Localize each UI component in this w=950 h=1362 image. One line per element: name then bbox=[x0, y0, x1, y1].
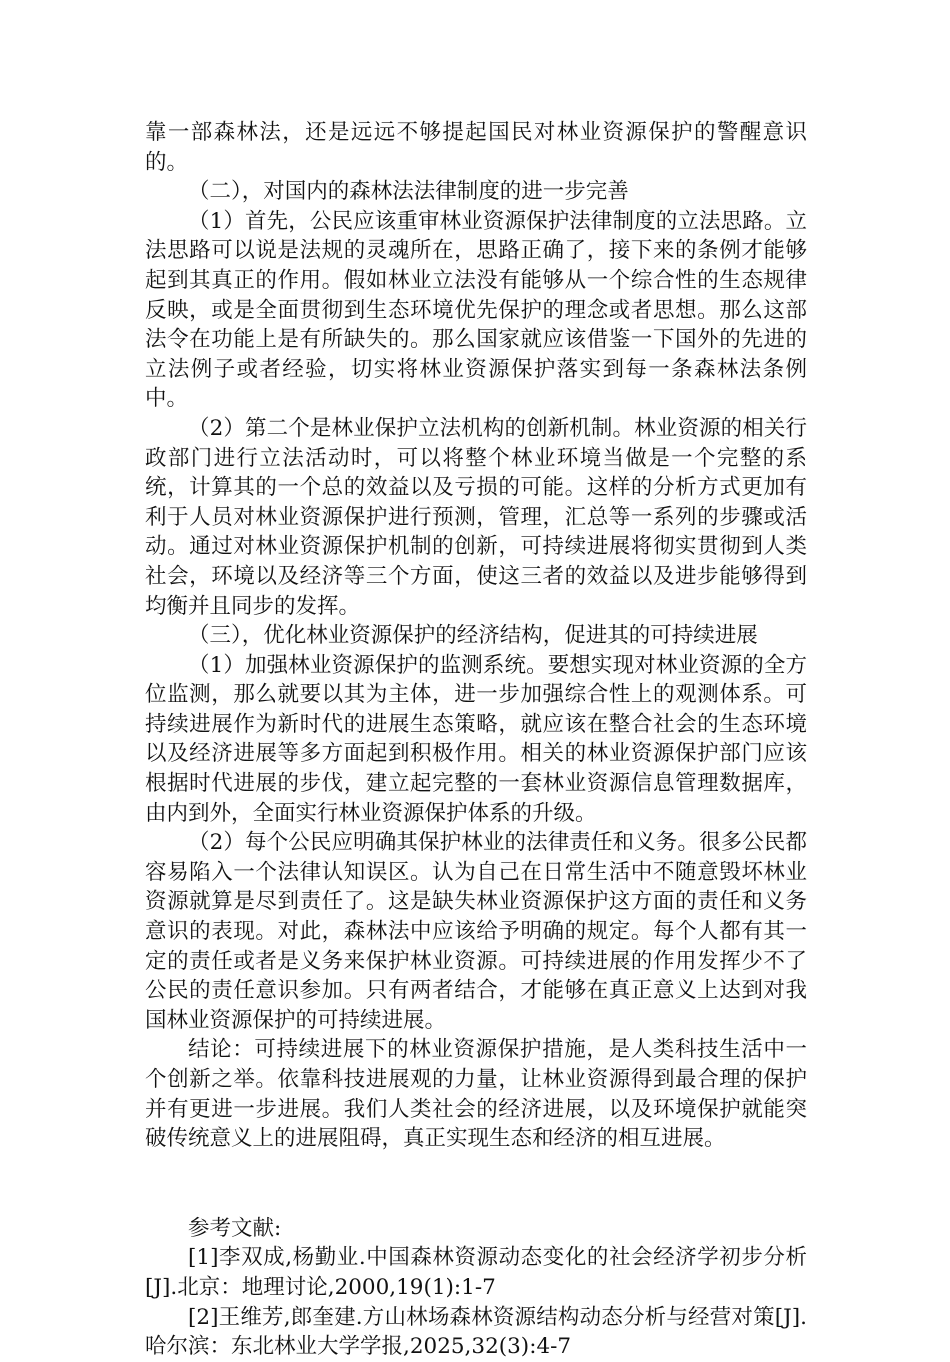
paragraph-2-2: （2）第二个是林业保护立法机构的创新机制。林业资源的相关行政部门进行立法活动时，可以将整个林业环境当做是一个完整的系统，计算其的一个总的效益以及亏损的可能。这样的分析方式更加有利于人员对林业资源保护进行预测，管理，汇总等一系列的步骤或活动。通过对林业资源保护机制的创新，可持续进展将彻实贯彻到人类社会，环境以及经济等三个方面，使这三者的效益以及进步能够得到均衡并且同步的发挥。 bbox=[145, 415, 807, 619]
paragraph-3-1: （1）加强林业资源保护的监测系统。要想实现对林业资源的全方位监测，那么就要以其为主体，进一步加强综合性上的观测体系。可持续进展作为新时代的进展生态策略，就应该在整合社会的生态环境以及经济进展等多方面起到积极作用。相关的林业资源保护部门应该根据时代进展的步伐，建立起完整的一套林业资源信息管理数据库，由内到外，全面实行林业资源保护体系的升级。 bbox=[145, 652, 807, 826]
reference-item: [2]王维芳,郎奎建.方山林场森林资源结构动态分析与经营对策[J].哈尔滨：东北林业大学学报,2025,32(3):4-7 bbox=[145, 1304, 807, 1360]
section-heading-3: （三），优化林业资源保护的经济结构，促进其的可持续进展 bbox=[188, 623, 758, 649]
paragraph-continuation: 靠一部森林法，还是远远不够提起国民对林业资源保护的警醒意识的。 bbox=[145, 120, 807, 175]
document-page bbox=[145, 118, 807, 1362]
paragraph-2-1: （1）首先，公民应该重审林业资源保护法律制度的立法思路。立法思路可以说是法规的灵魂所在，思路正确了，接下来的条例才能够起到其真正的作用。假如林业立法没有能够从一个综合性的生态规律反映，或是全面贯彻到生态环境优先保护的理念或者思想。那么这部法令在功能上是有所缺失的。那么国家就应该借鉴一下国外的先进的立法例子或者经验，切实将林业资源保护落实到每一条森林法条例中。 bbox=[145, 208, 807, 412]
paragraph-3-2: （2）每个公民应明确其保护林业的法律责任和义务。很多公民都容易陷入一个法律认知误区。认为自己在日常生活中不随意毁坏林业资源就算是尽到责任了。这是缺失林业资源保护这方面的责任和义务意识的表现。对此，森林法中应该给予明确的规定。每个人都有其一定的责任或者是义务来保护林业资源。可持续进展的作用发挥少不了公民的责任意识参加。只有两者结合，才能够在真正意义上达到对我国林业资源保护的可持续进展。 bbox=[145, 830, 807, 1033]
references-title: 参考文献: bbox=[188, 1215, 282, 1241]
conclusion-paragraph: 结论：可持续进展下的林业资源保护措施，是人类科技生活中一个创新之举。依靠科技进展观的力量，让林业资源得到最合理的保护并有更进一步进展。我们人类社会的经济进展，以及环境保护就能突破传统意义上的进展阻碍，真正实现生态和经济的相互进展。 bbox=[145, 1037, 807, 1152]
section-heading-2: （二），对国内的森林法法律制度的进一步完善 bbox=[188, 179, 629, 205]
reference-item: [1]李双成,杨勤业.中国森林资源动态变化的社会经济学初步分析[J].北京：地理讨论,2000,19(1):1-7 bbox=[145, 1245, 807, 1300]
section-spacer bbox=[145, 1154, 807, 1214]
